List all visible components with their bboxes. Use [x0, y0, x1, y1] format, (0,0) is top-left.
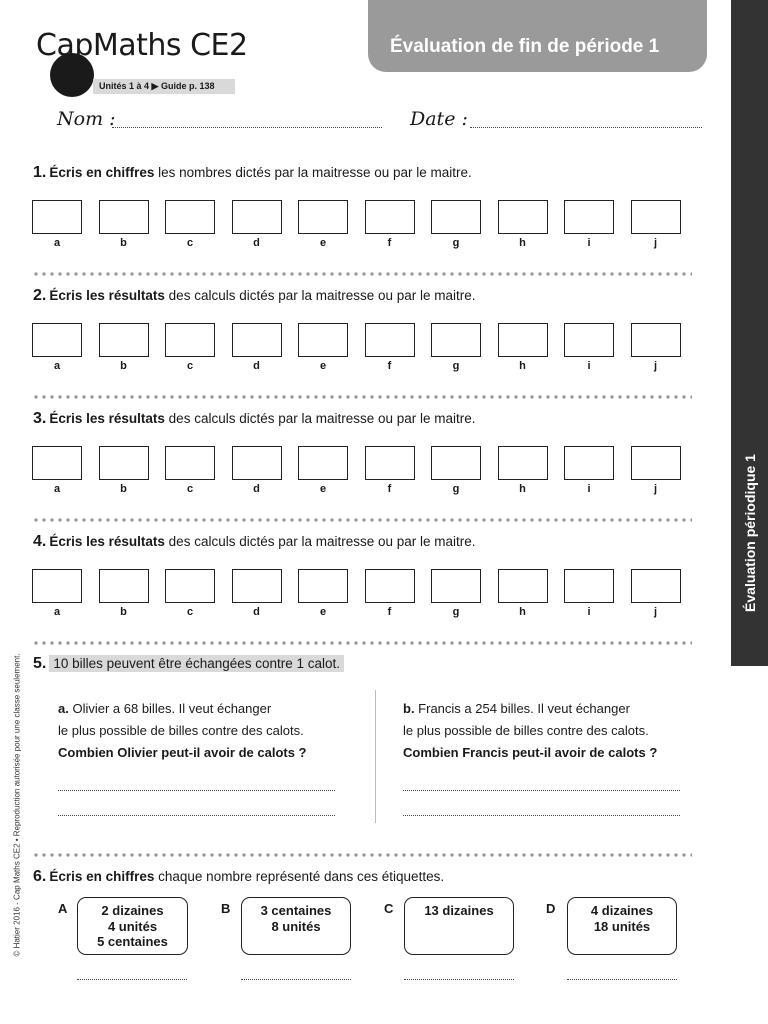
problem-letter: b.: [403, 701, 415, 716]
answer-box-label: h: [519, 606, 526, 618]
label-line: 3 centaines: [260, 903, 332, 918]
answer-box-label: g: [452, 360, 460, 372]
answer-box-c[interactable]: [165, 200, 215, 234]
answer-box-j[interactable]: [631, 200, 681, 234]
problem-line: Olivier a 68 billes. Il veut échanger: [68, 701, 272, 716]
answer-box-label: f: [387, 606, 392, 618]
answer-box-label: d: [253, 483, 260, 495]
answer-line-b2[interactable]: [403, 815, 680, 816]
question-text: des calculs dictés par la maitresse ou par le maitre.: [164, 411, 476, 426]
answer-box-i[interactable]: [564, 569, 614, 603]
label-line: 4 dizaines: [590, 903, 654, 918]
number-label-b: [241, 897, 351, 955]
answer-box-label: f: [387, 360, 392, 372]
date-field[interactable]: [470, 127, 702, 128]
answer-box-b[interactable]: [99, 569, 149, 603]
answer-box-b[interactable]: [99, 446, 149, 480]
answer-box-g[interactable]: [431, 569, 481, 603]
answer-box-d[interactable]: [232, 200, 282, 234]
answer-line-A[interactable]: [77, 979, 187, 980]
answer-box-c[interactable]: [165, 569, 215, 603]
answer-box-e[interactable]: [298, 200, 348, 234]
answer-box-label: g: [452, 483, 460, 495]
problem-line: le plus possible de billes contre des calots.: [403, 723, 649, 738]
answer-box-h[interactable]: [498, 569, 548, 603]
answer-line-a2[interactable]: [58, 815, 335, 816]
problem-b: [403, 698, 713, 764]
brand-title: CapMaths CE2: [36, 28, 248, 63]
nom-field[interactable]: [112, 127, 382, 128]
label-line: 2 dizaines: [101, 903, 164, 918]
answer-box-d[interactable]: [232, 446, 282, 480]
label-letter: C: [384, 901, 394, 916]
answer-box-c[interactable]: [165, 446, 215, 480]
answer-box-j[interactable]: [631, 446, 681, 480]
problem-line: Francis a 254 billes. Il veut échanger: [414, 701, 630, 716]
answer-line-C[interactable]: [404, 979, 514, 980]
label-line: 5 centaines: [97, 934, 168, 949]
question-6: [33, 868, 444, 886]
problem-line: le plus possible de billes contre des calots.: [58, 723, 304, 738]
question-text: des calculs dictés par la maitresse ou par le maitre.: [164, 534, 476, 549]
answer-box-label: i: [587, 483, 591, 495]
separator: [32, 272, 692, 276]
answer-box-a[interactable]: [32, 200, 82, 234]
label-line: 18 unités: [593, 918, 651, 934]
answer-box-b[interactable]: [99, 323, 149, 357]
answer-box-label: b: [120, 360, 127, 372]
answer-box-label: i: [587, 237, 591, 249]
answer-box-j[interactable]: [631, 569, 681, 603]
answer-box-label: c: [186, 237, 194, 249]
problem-a: [58, 698, 363, 764]
answer-box-j[interactable]: [631, 323, 681, 357]
answer-box-label: e: [319, 237, 327, 249]
problem-letter: a.: [58, 701, 69, 716]
label-line: 13 dizaines: [424, 903, 494, 918]
answer-box-label: a: [53, 237, 61, 249]
answer-box-d[interactable]: [232, 569, 282, 603]
question-bold: Écris en chiffres: [49, 165, 155, 180]
page-title: Évaluation de fin de période 1: [390, 36, 660, 57]
answer-box-b[interactable]: [99, 200, 149, 234]
answer-box-label: g: [452, 237, 460, 249]
number-label-d: [567, 897, 677, 955]
answer-box-h[interactable]: [498, 446, 548, 480]
answer-box-i[interactable]: [564, 323, 614, 357]
answer-box-label: j: [653, 360, 658, 372]
question-number: 5.: [33, 655, 47, 672]
side-tab-label: Évaluation périodique 1: [741, 454, 758, 612]
question-text: les nombres dictés par la maitresse ou par le maitre.: [154, 165, 472, 180]
answer-box-g[interactable]: [431, 323, 481, 357]
answer-box-f[interactable]: [365, 323, 415, 357]
question-4: [33, 533, 476, 551]
number-label-a: [77, 897, 188, 955]
answer-line-a1[interactable]: [58, 790, 335, 791]
copyright-notice: © Hatier 2016 - Cap Maths CE2 • Reproduction autorisée pour une classe seulement.: [12, 653, 22, 957]
question-3: [33, 410, 476, 428]
answer-box-label: b: [120, 606, 127, 618]
answer-box-label: h: [519, 360, 526, 372]
answer-box-label: a: [53, 360, 61, 372]
answer-box-d[interactable]: [232, 323, 282, 357]
answer-box-e[interactable]: [298, 446, 348, 480]
answer-box-label: j: [653, 606, 658, 618]
nom-label: Nom :: [57, 108, 116, 130]
label-letter: D: [546, 901, 556, 916]
answer-box-i[interactable]: [564, 446, 614, 480]
answer-box-a[interactable]: [32, 446, 82, 480]
problem-question: Combien Olivier peut-il avoir de calots ?: [58, 745, 307, 760]
question-intro: 10 billes peuvent être échangées contre 1 calot.: [49, 655, 344, 672]
answer-box-e[interactable]: [298, 323, 348, 357]
answer-box-label: c: [186, 360, 194, 372]
separator: [32, 853, 692, 857]
problem-question: Combien Francis peut-il avoir de calots ?: [403, 745, 658, 760]
answer-box-g[interactable]: [431, 446, 481, 480]
answer-box-f[interactable]: [365, 200, 415, 234]
label-line: 4 unités: [107, 918, 158, 934]
number-label-c: [404, 897, 514, 955]
answer-box-label: a: [53, 606, 61, 618]
answer-box-label: j: [653, 483, 658, 495]
question-5: [33, 655, 344, 673]
answer-box-label: c: [186, 483, 194, 495]
answer-box-label: e: [319, 360, 327, 372]
answer-box-label: h: [519, 483, 526, 495]
question-text: des calculs dictés par la maitresse ou par le maitre.: [164, 288, 476, 303]
question-bold: Écris les résultats: [49, 534, 165, 549]
question-number: 3.: [33, 410, 47, 427]
question-text: chaque nombre représenté dans ces étiquettes.: [154, 869, 445, 884]
answer-box-label: j: [653, 237, 658, 249]
label-line: 8 unités: [271, 918, 321, 934]
question-bold: Écris les résultats: [49, 411, 165, 426]
answer-box-label: h: [519, 237, 526, 249]
answer-line-B[interactable]: [241, 979, 351, 980]
answer-box-label: f: [387, 483, 392, 495]
answer-box-h[interactable]: [498, 323, 548, 357]
question-number: 2.: [33, 287, 47, 304]
separator: [32, 641, 692, 645]
answer-box-g[interactable]: [431, 200, 481, 234]
answer-box-a[interactable]: [32, 323, 82, 357]
answer-box-h[interactable]: [498, 200, 548, 234]
date-label: Date :: [410, 108, 468, 130]
question-number: 1.: [33, 164, 47, 181]
answer-box-label: b: [120, 483, 127, 495]
answer-box-label: a: [53, 483, 61, 495]
unites-tag: Unités 1 à 4 ▶ Guide p. 138: [93, 79, 235, 94]
question-bold: Écris en chiffres: [49, 869, 155, 884]
answer-box-c[interactable]: [165, 323, 215, 357]
answer-box-label: d: [253, 360, 260, 372]
answer-box-label: f: [387, 237, 392, 249]
question-bold: Écris les résultats: [49, 288, 165, 303]
separator: [32, 395, 692, 399]
answer-line-D[interactable]: [567, 979, 677, 980]
question-2: [33, 287, 476, 305]
answer-box-label: d: [253, 606, 260, 618]
answer-box-label: c: [186, 606, 194, 618]
label-letter: A: [58, 901, 68, 916]
answer-box-label: d: [253, 237, 260, 249]
answer-box-a[interactable]: [32, 569, 82, 603]
answer-box-label: e: [319, 606, 327, 618]
answer-box-label: e: [319, 483, 327, 495]
answer-box-i[interactable]: [564, 200, 614, 234]
separator: [32, 518, 692, 522]
answer-box-e[interactable]: [298, 569, 348, 603]
question-number: 6.: [33, 868, 47, 885]
answer-box-label: b: [120, 237, 127, 249]
label-letter: B: [221, 901, 231, 916]
question-1: [33, 164, 472, 182]
answer-box-label: i: [587, 606, 591, 618]
column-divider: [375, 690, 376, 823]
question-number: 4.: [33, 533, 47, 550]
answer-box-label: i: [587, 360, 591, 372]
answer-line-b1[interactable]: [403, 790, 680, 791]
answer-box-f[interactable]: [365, 446, 415, 480]
answer-box-label: g: [452, 606, 460, 618]
answer-box-f[interactable]: [365, 569, 415, 603]
